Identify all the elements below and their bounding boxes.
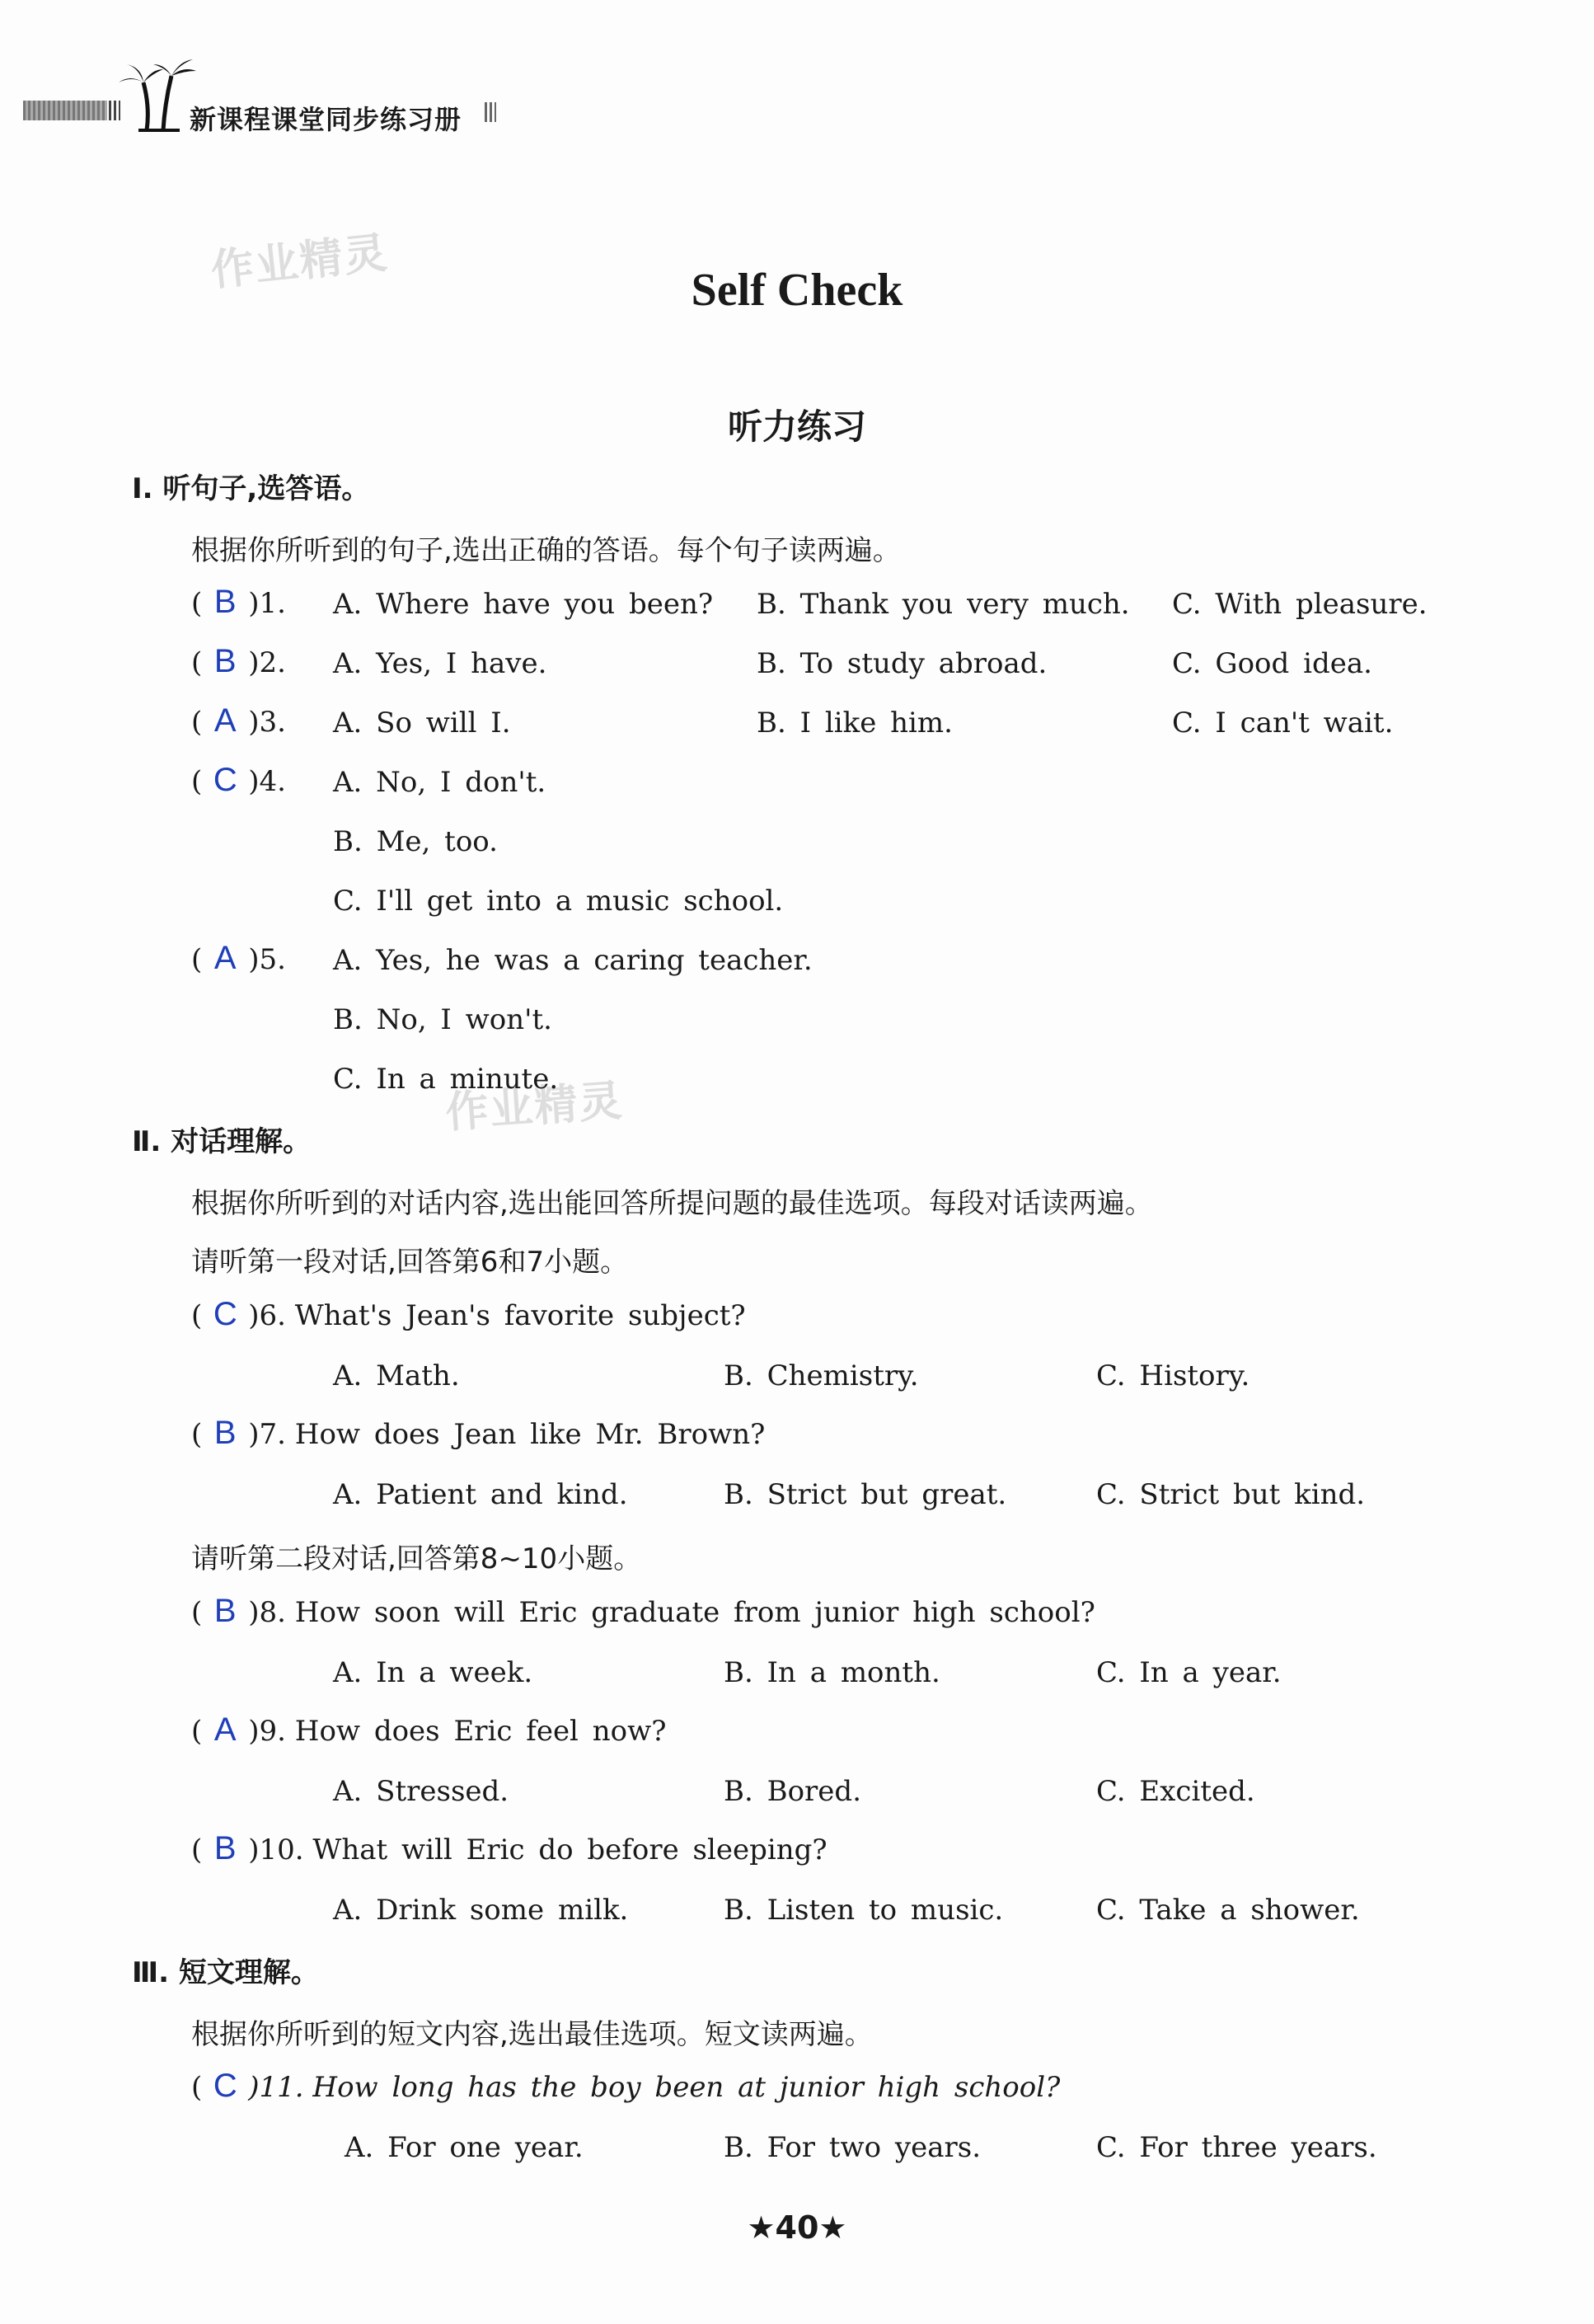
- q2-option-b: B. To study abroad.: [757, 647, 1048, 680]
- q10-option-a: A. Drink some milk.: [333, 1894, 629, 1927]
- q6-option-a: A. Math.: [333, 1359, 460, 1392]
- watermark-top: 作业精灵: [209, 228, 391, 297]
- question-number: )3.: [248, 706, 286, 739]
- watermark-middle: 作业精灵: [443, 1076, 626, 1139]
- section-3-instruction: 根据你所听到的短文内容,选出最佳选项。短文读两遍。: [191, 2018, 873, 2051]
- question-6: ( C )6. What's Jean's favorite subject?: [191, 1296, 746, 1332]
- question-number: )8.: [248, 1596, 286, 1629]
- q11-option-c: C. For three years.: [1096, 2131, 1377, 2164]
- q6-option-b: B. Chemistry.: [724, 1359, 919, 1392]
- answer-9: A: [213, 1711, 237, 1748]
- q9-option-b: B. Bored.: [724, 1775, 862, 1808]
- question-3: ( A )3.: [191, 702, 286, 739]
- question-number: )11.: [248, 2071, 304, 2104]
- question-7-text: How does Jean like Mr. Brown?: [294, 1418, 766, 1451]
- q10-option-b: B. Listen to music.: [724, 1894, 1004, 1927]
- q3-option-a: A. So will I.: [333, 707, 511, 739]
- question-11-text: How long has the boy been at junior high school?: [312, 2071, 1061, 2104]
- section-1-instruction: 根据你所听到的句子,选出正确的答语。每个句子读两遍。: [191, 534, 901, 567]
- q11-option-b: B. For two years.: [724, 2131, 982, 2164]
- section-2-note-1: 请听第一段对话,回答第6和7小题。: [191, 1246, 629, 1279]
- q7-option-a: A. Patient and kind.: [333, 1478, 628, 1511]
- page-number: ★40★: [747, 2209, 847, 2246]
- q6-option-c: C. History.: [1096, 1359, 1250, 1392]
- question-5: ( A )5.: [191, 940, 286, 976]
- q2-option-a: A. Yes, I have.: [333, 647, 547, 680]
- section-2-instruction: 根据你所听到的对话内容,选出能回答所提问题的最佳选项。每段对话读两遍。: [191, 1187, 1153, 1220]
- header-bar: [23, 101, 107, 120]
- section-2-note-2: 请听第二段对话,回答第8~10小题。: [191, 1542, 642, 1575]
- question-number: )5.: [248, 943, 286, 976]
- q7-option-c: C. Strict but kind.: [1096, 1478, 1366, 1511]
- answer-5: A: [213, 940, 237, 976]
- question-6-text: What's Jean's favorite subject?: [294, 1299, 746, 1332]
- q9-option-c: C. Excited.: [1096, 1775, 1255, 1808]
- question-number: )10.: [248, 1833, 304, 1866]
- page-header: [0, 58, 1594, 135]
- q5-option-b: B. No, I won't.: [333, 1003, 552, 1036]
- q4-option-c: C. I'll get into a music school.: [333, 885, 784, 918]
- q4-option-b: B. Me, too.: [333, 825, 498, 858]
- q9-option-a: A. Stressed.: [333, 1775, 509, 1808]
- section-subtitle: 听力练习: [727, 406, 866, 447]
- question-10-text: What will Eric do before sleeping?: [312, 1833, 827, 1866]
- answer-3: A: [213, 702, 237, 739]
- question-8-text: How soon will Eric graduate from junior high school?: [294, 1596, 1095, 1629]
- question-number: )2.: [248, 646, 286, 679]
- question-9-text: How does Eric feel now?: [294, 1715, 667, 1748]
- answer-6: C: [213, 1296, 237, 1332]
- q3-option-c: C. I can't wait.: [1172, 707, 1394, 739]
- question-number: )7.: [248, 1418, 286, 1451]
- q7-option-b: B. Strict but great.: [724, 1478, 1007, 1511]
- section-3-heading: Ⅲ. 短文理解。: [132, 1956, 319, 1989]
- answer-11: C: [213, 2068, 237, 2104]
- question-number: )6.: [248, 1299, 286, 1332]
- q3-option-b: B. I like him.: [757, 707, 953, 739]
- answer-2: B: [213, 643, 237, 679]
- answer-8: B: [213, 1593, 237, 1629]
- answer-10: B: [213, 1830, 237, 1866]
- q8-option-b: B. In a month.: [724, 1656, 940, 1689]
- question-8: ( B )8. How soon will Eric graduate from junior high school?: [191, 1593, 1095, 1629]
- q5-option-a: A. Yes, he was a caring teacher.: [333, 944, 813, 977]
- q10-option-c: C. Take a shower.: [1096, 1894, 1360, 1927]
- answer-1: B: [213, 584, 237, 620]
- question-10: ( B )10. What will Eric do before sleeping?: [191, 1830, 827, 1866]
- q11-option-a: A. For one year.: [345, 2131, 584, 2164]
- q2-option-c: C. Good idea.: [1172, 647, 1372, 680]
- question-4: ( C )4.: [191, 762, 286, 798]
- section-1-heading: Ⅰ. 听句子,选答语。: [132, 472, 370, 505]
- answer-7: B: [213, 1415, 237, 1451]
- q8-option-c: C. In a year.: [1096, 1656, 1282, 1689]
- q4-option-a: A. No, I don't.: [333, 766, 546, 799]
- answer-4: C: [213, 762, 237, 798]
- section-2-heading: Ⅱ. 对话理解。: [132, 1125, 312, 1158]
- question-number: )1.: [248, 587, 286, 620]
- question-7: ( B )7. How does Jean like Mr. Brown?: [191, 1415, 766, 1451]
- q1-option-b: B. Thank you very much.: [757, 588, 1130, 621]
- q8-option-a: A. In a week.: [333, 1656, 533, 1689]
- q1-option-a: A. Where have you been?: [333, 588, 714, 621]
- header-end-ticks: [485, 102, 496, 122]
- question-11: ( C )11. How long has the boy been at junior high school?: [191, 2068, 1061, 2104]
- question-1: ( B )1.: [191, 584, 286, 620]
- question-9: ( A )9. How does Eric feel now?: [191, 1711, 667, 1748]
- question-number: )4.: [248, 765, 286, 798]
- header-title: 新课程课堂同步练习册: [190, 104, 462, 135]
- page-title: Self Check: [691, 265, 903, 316]
- question-number: )9.: [248, 1715, 286, 1748]
- question-2: ( B )2.: [191, 643, 286, 679]
- q1-option-c: C. With pleasure.: [1172, 588, 1428, 621]
- q5-option-c: C. In a minute.: [333, 1063, 559, 1096]
